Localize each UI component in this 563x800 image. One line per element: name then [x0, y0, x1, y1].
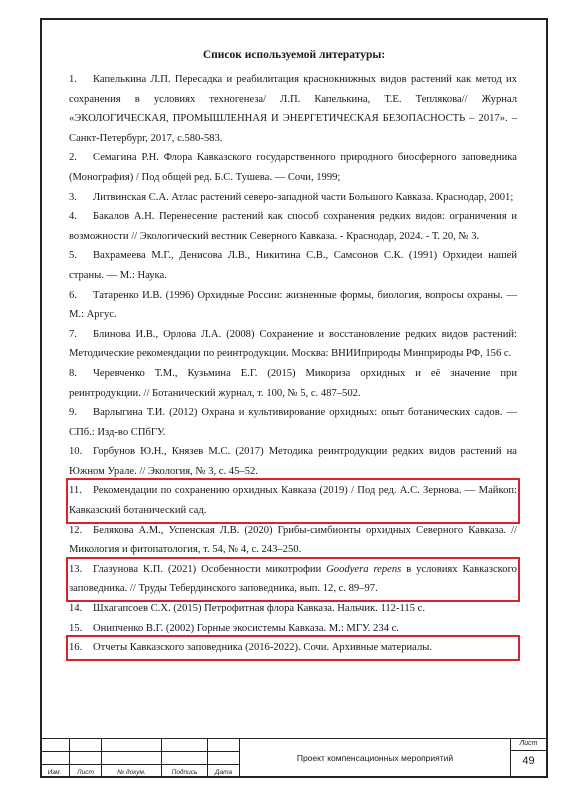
reference-text: Белякова А.М., Успенская Л.В. (2020) Грибы-симбионты орхидных Северного Кавказа. // Микология и фитопатология, т. 54, № 4, с. 243–250. [69, 524, 517, 556]
reference-number: 9. [69, 407, 77, 419]
reference-item [69, 619, 517, 639]
reference-item [69, 246, 517, 285]
sheet-number-box [510, 739, 546, 777]
highlighted-reference-item [69, 560, 517, 599]
title-block [40, 738, 548, 778]
reference-text: Бакалов А.Н. Перенесение растений как способ сохранения редких видов: ограничения и возможности // Экологический вестник Северного Кавказа. - Краснодар, 2024. - Т. 20, № 3. [69, 211, 517, 242]
date-cell [208, 739, 240, 777]
sheet-number-divider [511, 750, 546, 751]
reference-number: 12. [69, 524, 83, 536]
reference-text: Вахрамеева М.Г., Денисова Л.В., Никитина С.В., Самсонов С.К. (1991) Орхидеи нашей страны. — М.: Наука. [69, 250, 517, 281]
sheet-cell [70, 739, 102, 777]
change-label: Изм. [47, 769, 62, 776]
reference-text: Семагина Р.Н. Флора Кавказского государственного природного биосферного заповедника (Монография) / Под общей ред. Б.С. Тушева. — Сочи, 1999; [69, 152, 517, 183]
reference-text-part: в условиях Кавказского заповедника. // Труды Тебердинского заповедника, вып. 12, с. 89–97. [69, 563, 517, 595]
signature-label: Подпись [171, 769, 198, 776]
reference-number: 1. [69, 74, 77, 85]
reference-text: Блинова И.В., Орлова Л.А. (2008) Сохранение и восстановление редких видов растений: Методические рекомендации по реинтродукции. Москва: ВНИИприроды Минприроды РФ, 156 с. [69, 328, 517, 360]
reference-number: 15. [69, 622, 83, 634]
reference-text: Отчеты Кавказского заповедника (2016-2022). Сочи. Архивные материалы. [93, 642, 433, 654]
reference-number: 14. [69, 603, 83, 615]
reference-number: 6. [69, 289, 77, 301]
reference-text-part: Глазунова К.П. (2021) Особенности микотрофии [93, 563, 327, 575]
reference-number: 5. [69, 250, 77, 262]
reference-number: 8. [69, 367, 77, 379]
reference-number: 3. [69, 191, 77, 203]
reference-text: Онипченко В.Г. (2002) Горные экосистемы Кавказа. М.: МГУ. 234 с. [93, 622, 399, 634]
reference-text: Шхагапсоев С.Х. (2015) Петрофитная флора Кавказа. Нальчик. 112-115 с. [93, 603, 425, 615]
signature-cell [162, 739, 208, 777]
reference-number: 10. [69, 446, 83, 458]
reference-text: Рекомендации по сохранению орхидных Кавказа (2019) / Под ред. А.С. Зернова. — Майкоп: Кавказский ботанический сад. [69, 485, 517, 517]
reference-item [69, 403, 517, 442]
reference-text: Черевченко Т.М., Кузьмина Е.Г. (2015) Микориза орхидных и её значение при реинтродукции. // Ботанический журнал, т. 100, № 5, с. 487–502. [69, 367, 517, 399]
reference-item [69, 148, 517, 187]
reference-number: 11. [69, 485, 82, 497]
reference-item [69, 207, 517, 246]
reference-number: 2. [69, 152, 77, 164]
highlighted-reference-item [69, 481, 517, 520]
reference-number: 16. [69, 642, 83, 654]
reference-list [69, 70, 517, 658]
reference-text: Капелькина Л.П. Пересадка и реабилитация краснокнижных видов растений как метод их сохранения в условиях техногенеза/ Л.П. Капелькина, Т.Е. Теплякова// Журнал «ЭКОЛОГИЧЕСКАЯ, ПРОМЫШЛЕННАЯ И ЭНЕРГЕТИЧЕСКАЯ БЕЗОПАСНОСТЬ – 2017». – Санкт-Петербург, 2017, с.580-583. [69, 74, 517, 144]
page-title: Список используемой литературы: [202, 49, 386, 61]
sheet-label: Лист [77, 769, 94, 776]
sheet-number-label: Лист [519, 740, 538, 747]
reference-item [69, 599, 517, 619]
reference-number: 13. [69, 563, 83, 575]
change-cell [40, 739, 70, 777]
reference-item [69, 364, 517, 403]
date-label: Дата [214, 769, 233, 776]
project-name: Проект компенсационных мероприятий [296, 753, 454, 763]
reference-text: Литвинская С.А. Атлас растений северо-западной части Большого Кавказа. Краснодар, 2001; [93, 191, 514, 203]
document-number-cell [102, 739, 162, 777]
reference-item [69, 521, 517, 560]
reference-text: Горбунов Ю.Н., Князев М.С. (2017) Методика реинтродукции редких видов растений на Южном Урале. // Экология, № 3, с. 45–52. [69, 446, 517, 477]
reference-item [69, 325, 517, 364]
reference-item [69, 70, 517, 148]
document-number-label: № докум. [117, 769, 146, 776]
reference-number: 7. [69, 328, 77, 340]
reference-item [69, 188, 517, 208]
reference-text: Татаренко И.В. (1996) Орхидные России: жизненные формы, биология, вопросы охраны. — М.: Аргус. [69, 289, 517, 321]
reference-item [69, 442, 517, 481]
sheet-number: 49 [522, 755, 535, 767]
species-name: Goodyera repens [326, 563, 402, 575]
reference-text: Варлыгина Т.И. (2012) Охрана и культивирование орхидных: опыт ботанических садов. — СПб.: Изд-во СПбГУ. [69, 407, 517, 438]
reference-item [69, 286, 517, 325]
reference-number: 4. [69, 211, 77, 223]
highlighted-reference-item [69, 638, 517, 658]
